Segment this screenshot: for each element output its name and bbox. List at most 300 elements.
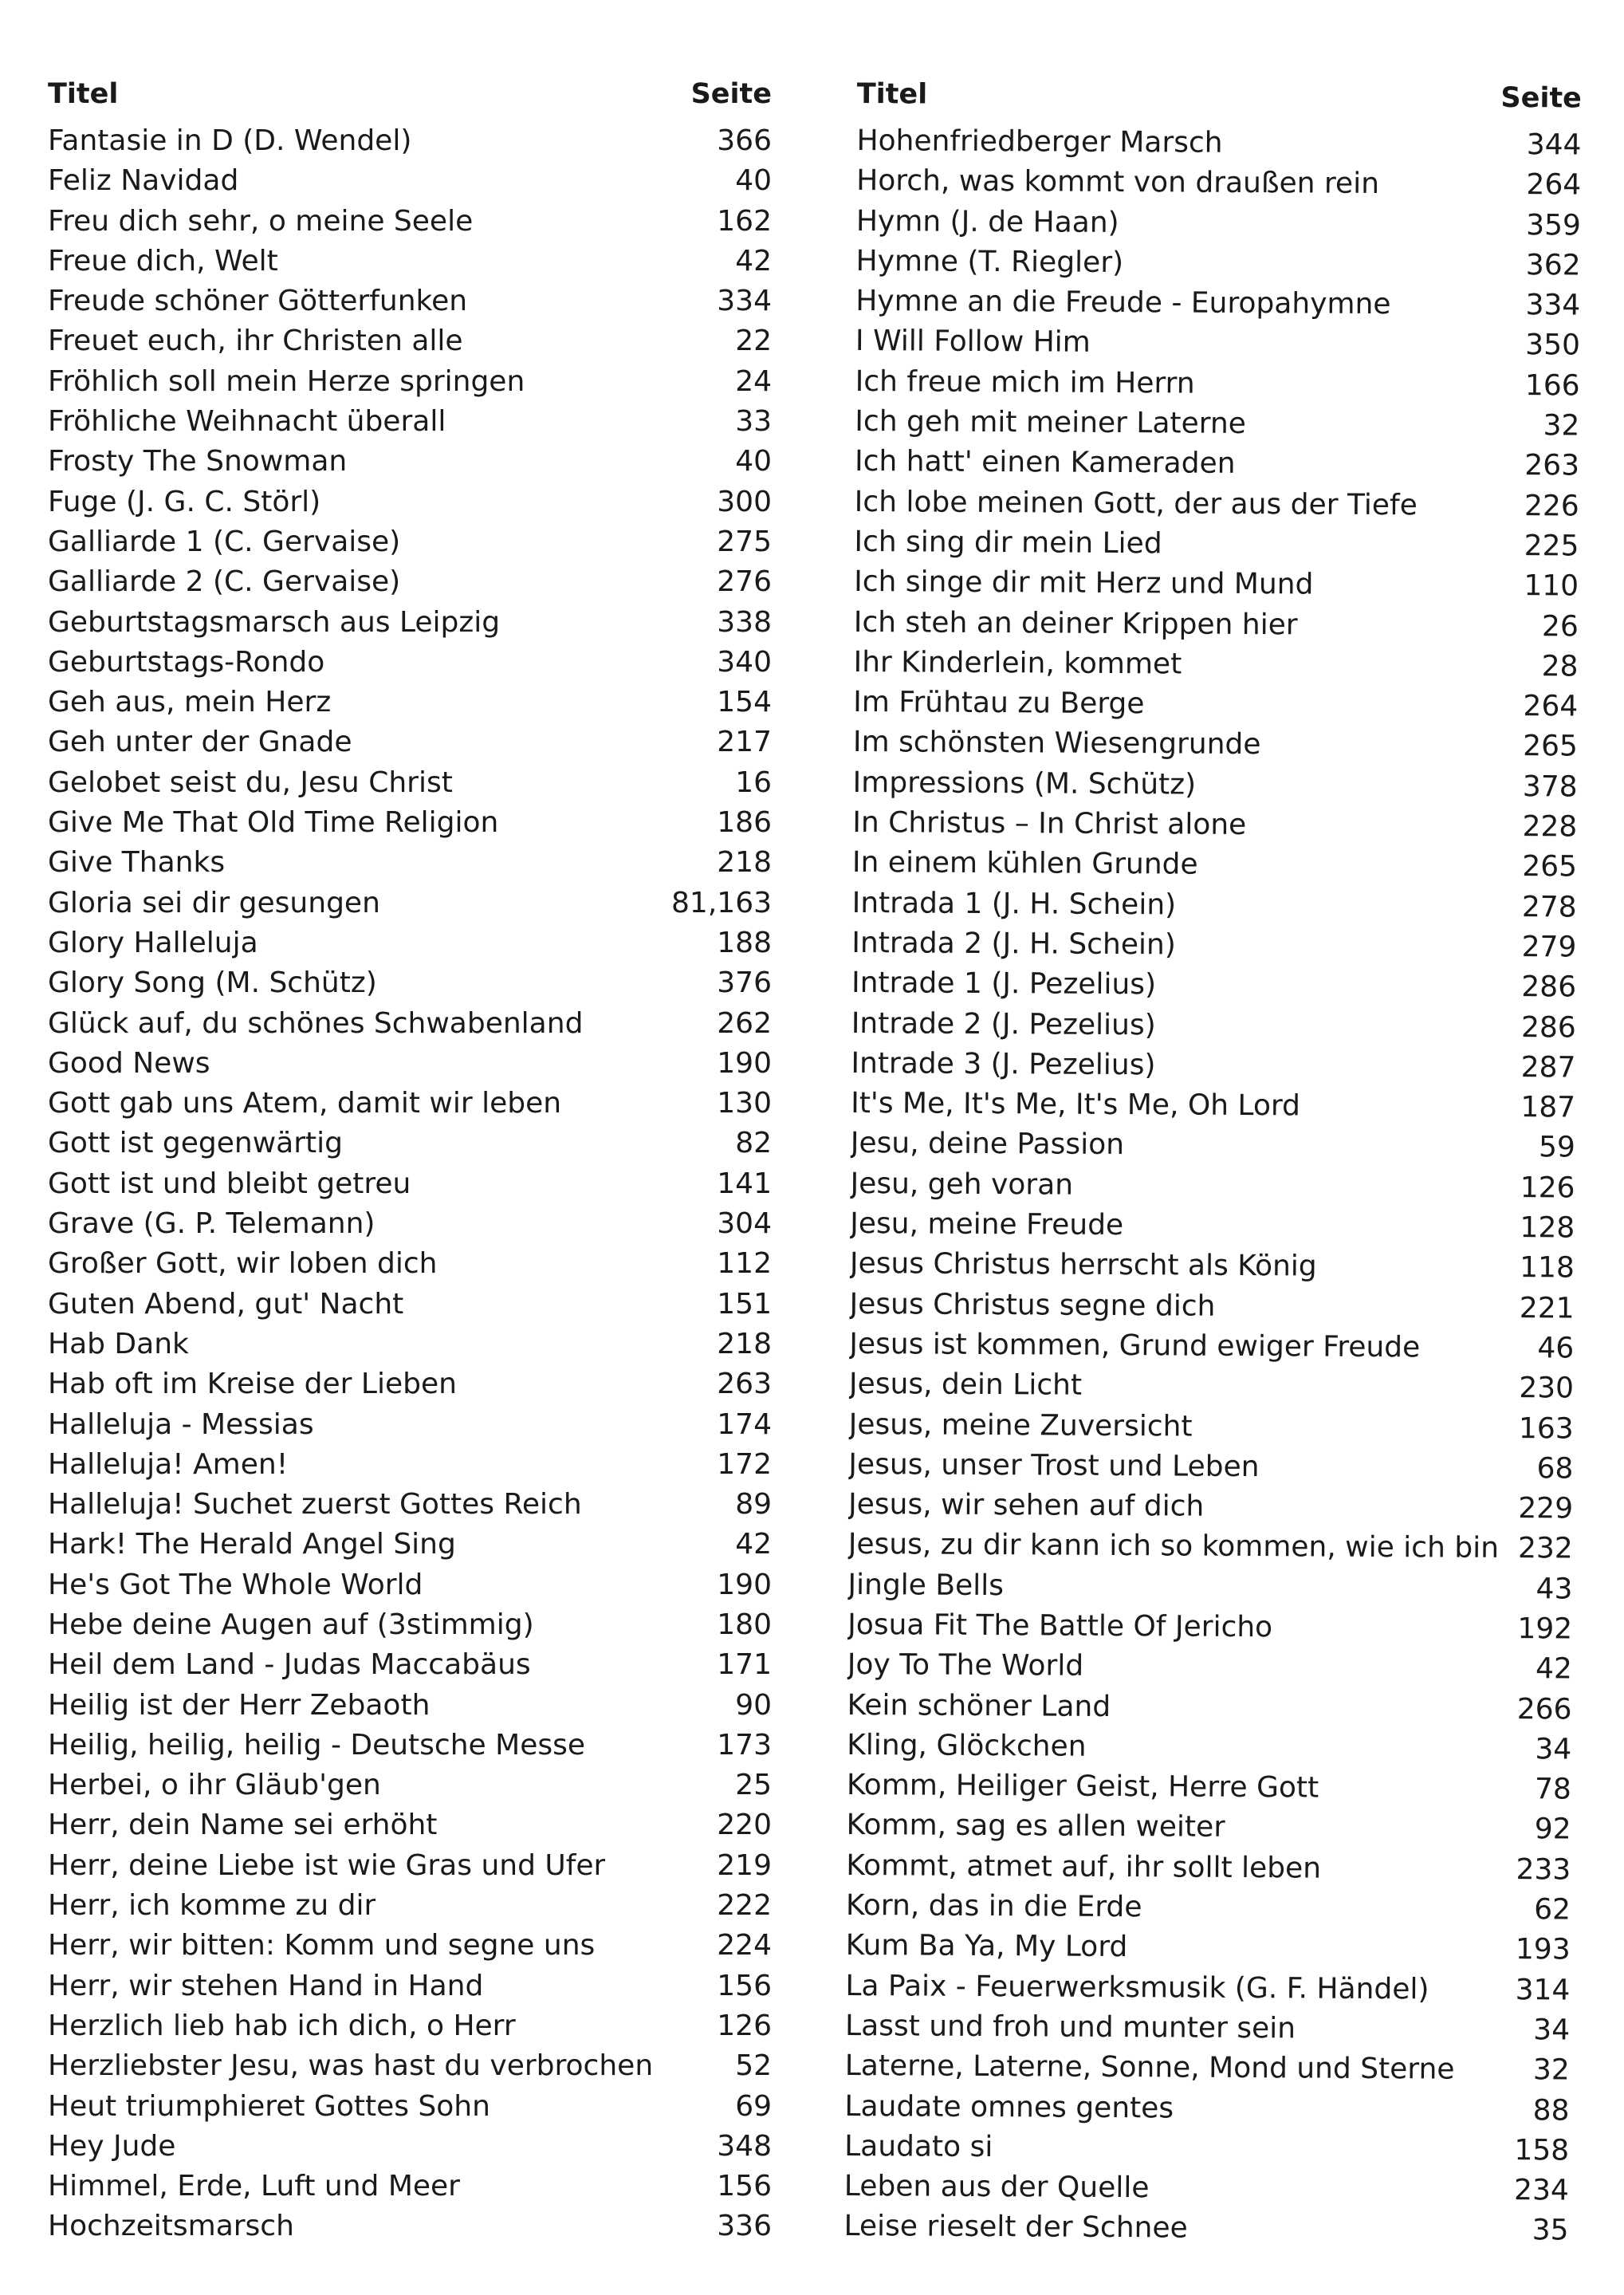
index-entry xyxy=(853,683,1578,727)
index-entry xyxy=(48,1766,772,1805)
entry-page-number: 162 xyxy=(717,204,772,238)
entry-page-number: 33 xyxy=(735,405,772,439)
entry-page-number: 344 xyxy=(1526,128,1582,162)
entry-title: Frosty The Snowman xyxy=(48,445,348,478)
index-entry xyxy=(48,1044,772,1084)
index-entry xyxy=(48,1445,772,1485)
entry-page-number: 340 xyxy=(717,645,772,679)
index-entry xyxy=(48,161,772,201)
index-entry xyxy=(851,1004,1576,1049)
entry-page-number: 42 xyxy=(1535,1652,1572,1686)
entry-title: Glory Halleluja xyxy=(48,926,258,959)
entry-page-number: 59 xyxy=(1538,1131,1575,1164)
index-entry xyxy=(48,2046,772,2086)
entry-title: Gott gab uns Atem, damit wir leben xyxy=(48,1087,562,1120)
entry-title: It's Me, It's Me, It's Me, Oh Lord xyxy=(851,1087,1301,1123)
entry-title: Herr, wir stehen Hand in Hand xyxy=(48,1969,484,2002)
entry-title: Geburtstags-Rondo xyxy=(48,645,325,679)
title-header: Titel xyxy=(856,78,928,111)
entry-title: Leben aus der Quelle xyxy=(843,2170,1150,2205)
entry-page-number: 186 xyxy=(717,806,772,840)
entry-title: Halleluja - Messias xyxy=(48,1407,314,1441)
title-header: Titel xyxy=(48,78,119,110)
index-entry xyxy=(48,1405,772,1445)
entry-title: Hymne (T. Riegler) xyxy=(855,244,1124,279)
entry-page-number: 110 xyxy=(1524,569,1579,603)
index-entry xyxy=(855,281,1580,326)
entry-title: Großer Gott, wir loben dich xyxy=(48,1247,438,1281)
entry-title: Horch, was kommt von draußen rein xyxy=(856,164,1380,201)
entry-page-number: 222 xyxy=(717,1889,772,1923)
entry-title: Glück auf, du schönes Schwabenland xyxy=(48,1006,584,1040)
entry-title: Ich hatt' einen Kameraden xyxy=(854,445,1236,481)
index-entry xyxy=(847,1605,1572,1650)
entry-page-number: 40 xyxy=(735,164,772,198)
entry-title: Hab Dank xyxy=(48,1327,189,1360)
index-entry xyxy=(848,1445,1573,1490)
entry-title: Herbei, o ihr Gläub'gen xyxy=(48,1769,381,1802)
entry-title: Feliz Navidad xyxy=(48,164,239,198)
entry-title: Geburtstagsmarsch aus Leipzig xyxy=(48,605,501,639)
entry-page-number: 217 xyxy=(717,726,772,759)
index-entry xyxy=(849,1325,1574,1369)
entry-title: Hark! The Herald Angel Sing xyxy=(48,1528,456,1561)
index-entry xyxy=(48,1645,772,1685)
entry-page-number: 151 xyxy=(717,1287,772,1321)
entry-page-number: 82 xyxy=(735,1127,772,1160)
entry-page-number: 359 xyxy=(1526,208,1582,242)
entry-page-number: 166 xyxy=(1524,368,1580,403)
entry-page-number: 336 xyxy=(717,2210,772,2243)
entry-title: Kommt, atmet auf, ihr sollt leben xyxy=(846,1848,1322,1885)
entry-title: Heilig, heilig, heilig - Deutsche Messe xyxy=(48,1728,585,1762)
index-entry xyxy=(48,522,772,562)
entry-title: I Will Follow Him xyxy=(855,325,1091,360)
index-entry xyxy=(846,1846,1571,1891)
entry-page-number: 304 xyxy=(717,1207,772,1241)
index-entry xyxy=(48,1325,772,1364)
entry-page-number: 276 xyxy=(717,565,772,599)
entry-title: Herzliebster Jesu, was hast du verbrochen xyxy=(48,2049,654,2083)
entry-page-number: 218 xyxy=(717,1327,772,1360)
entry-page-number: 265 xyxy=(1522,850,1578,884)
entry-title: Freu dich sehr, o meine Seele xyxy=(48,204,474,238)
index-entry xyxy=(851,923,1576,968)
entry-title: Komm, sag es allen weiter xyxy=(846,1809,1226,1844)
entry-title: Jesus, wir sehen auf dich xyxy=(847,1488,1205,1523)
index-entry xyxy=(48,121,772,161)
entry-title: Ich lobe meinen Gott, der aus der Tiefe xyxy=(854,485,1418,522)
entry-page-number: 43 xyxy=(1536,1572,1573,1606)
entry-title: Freude schöner Götterfunken xyxy=(48,285,468,318)
entry-page-number: 188 xyxy=(717,926,772,959)
entry-title: Hymn (J. de Haan) xyxy=(855,204,1119,239)
index-entry xyxy=(852,803,1577,848)
index-list xyxy=(48,121,772,2247)
index-entry xyxy=(852,884,1577,928)
entry-page-number: 112 xyxy=(717,1247,772,1281)
entry-page-number: 348 xyxy=(717,2129,772,2163)
index-entry xyxy=(843,2206,1568,2251)
entry-title: Herzlich lieb hab ich dich, o Herr xyxy=(48,2009,516,2042)
entry-page-number: 154 xyxy=(717,686,772,719)
entry-title: Freue dich, Welt xyxy=(48,244,278,278)
entry-title: Heut triumphieret Gottes Sohn xyxy=(48,2089,490,2123)
entry-title: He's Got The Whole World xyxy=(48,1568,423,1601)
entry-page-number: 362 xyxy=(1525,249,1581,282)
entry-title: Ihr Kinderlein, kommet xyxy=(853,645,1182,681)
entry-page-number: 224 xyxy=(717,1929,772,1962)
entry-title: Gott ist und bleibt getreu xyxy=(48,1167,411,1200)
entry-page-number: 286 xyxy=(1520,1010,1576,1045)
entry-page-number: 180 xyxy=(717,1608,772,1641)
entry-page-number: 218 xyxy=(717,846,772,880)
entry-title: Halleluja! Amen! xyxy=(48,1447,289,1481)
entry-page-number: 278 xyxy=(1521,890,1577,924)
entry-page-number: 262 xyxy=(717,1006,772,1040)
entry-title: Impressions (M. Schütz) xyxy=(852,766,1197,801)
entry-title: Josua Fit The Battle Of Jericho xyxy=(847,1608,1273,1644)
entry-title: Korn, das in die Erde xyxy=(845,1889,1142,1924)
entry-title: Jesus, unser Trost und Leben xyxy=(848,1447,1260,1483)
entry-title: Galliarde 1 (C. Gervaise) xyxy=(48,525,401,558)
index-entry xyxy=(48,482,772,522)
index-entry xyxy=(48,643,772,683)
entry-page-number: 264 xyxy=(1526,168,1582,202)
entry-page-number: 158 xyxy=(1514,2133,1570,2167)
entry-title: Give Me That Old Time Religion xyxy=(48,806,499,840)
entry-page-number: 128 xyxy=(1520,1211,1575,1245)
entry-page-number: 40 xyxy=(735,445,772,478)
index-entry xyxy=(48,763,772,803)
index-entry xyxy=(848,1485,1573,1529)
entry-title: Gelobet seist du, Jesu Christ xyxy=(48,766,453,799)
entry-page-number: 32 xyxy=(1543,409,1580,443)
entry-title: Herr, wir bitten: Komm und segne uns xyxy=(48,1929,596,1962)
entry-title: Hey Jude xyxy=(48,2129,176,2163)
entry-title: Intrade 2 (J. Pezelius) xyxy=(851,1006,1156,1041)
entry-title: Freuet euch, ihr Christen alle xyxy=(48,325,463,358)
index-entry xyxy=(48,884,772,923)
entry-title: Jesu, meine Freude xyxy=(850,1207,1124,1242)
index-entry xyxy=(849,1404,1574,1449)
index-entry xyxy=(850,1244,1575,1289)
index-entry xyxy=(851,1084,1575,1128)
entry-page-number: 34 xyxy=(1533,2014,1571,2047)
index-entry xyxy=(853,722,1578,767)
index-entry xyxy=(854,562,1579,607)
index-entry xyxy=(48,2167,772,2206)
entry-page-number: 265 xyxy=(1523,730,1579,763)
index-entry xyxy=(852,763,1577,808)
index-entry xyxy=(48,1966,772,2006)
entry-page-number: 81,163 xyxy=(671,886,772,919)
index-entry xyxy=(849,1285,1574,1329)
index-entry xyxy=(48,2127,772,2167)
index-entry xyxy=(48,843,772,883)
entry-page-number: 263 xyxy=(1524,449,1580,482)
entry-page-number: 42 xyxy=(735,1528,772,1561)
index-entry xyxy=(845,2046,1570,2091)
entry-title: Heil dem Land - Judas Maccabäus xyxy=(48,1648,531,1682)
index-entry xyxy=(48,722,772,762)
entry-page-number: 16 xyxy=(735,766,772,799)
index-entry xyxy=(855,242,1580,286)
entry-title: Leise rieselt der Schnee xyxy=(843,2210,1188,2246)
index-entry xyxy=(48,1686,772,1726)
entry-title: Jesus Christus herrscht als König xyxy=(849,1247,1317,1283)
entry-page-number: 228 xyxy=(1522,810,1578,844)
entry-title: Joy To The World xyxy=(847,1648,1084,1683)
entry-title: Laudato si xyxy=(844,2129,993,2163)
entry-title: Jesu, deine Passion xyxy=(850,1127,1125,1162)
index-entry xyxy=(48,1204,772,1244)
index-entry xyxy=(856,161,1581,206)
entry-title: Geh aus, mein Herz xyxy=(48,686,332,719)
entry-page-number: 26 xyxy=(1541,609,1579,644)
entry-page-number: 172 xyxy=(717,1447,772,1481)
entry-page-number: 376 xyxy=(717,966,772,1000)
entry-title: Laterne, Laterne, Sonne, Mond und Sterne xyxy=(844,2049,1455,2086)
entry-page-number: 92 xyxy=(1534,1813,1571,1846)
entry-page-number: 88 xyxy=(1532,2093,1570,2128)
index-entry xyxy=(48,1285,772,1325)
entry-page-number: 226 xyxy=(1524,489,1579,523)
entry-page-number: 338 xyxy=(717,605,772,639)
index-entry xyxy=(48,963,772,1003)
entry-title: Fantasie in D (D. Wendel) xyxy=(48,124,412,157)
entry-title: Fuge (J. G. C. Störl) xyxy=(48,485,321,518)
entry-page-number: 366 xyxy=(717,124,772,157)
entry-page-number: 24 xyxy=(735,364,772,398)
index-entry xyxy=(848,1525,1573,1569)
index-entry xyxy=(846,1805,1571,1850)
entry-page-number: 163 xyxy=(1518,1411,1574,1446)
column-header xyxy=(857,78,1582,126)
entry-title: La Paix - Feuerwerksmusik (G. F. Händel) xyxy=(845,1969,1429,2006)
entry-title: Jesus, zu dir kann ich so kommen, wie ich bin xyxy=(847,1528,1500,1565)
index-entry xyxy=(48,362,772,402)
entry-title: Im schönsten Wiesengrunde xyxy=(852,726,1261,762)
entry-page-number: 190 xyxy=(717,1046,772,1080)
entry-page-number: 69 xyxy=(735,2089,772,2123)
index-entry xyxy=(48,1805,772,1845)
index-entry xyxy=(48,281,772,321)
index-entry xyxy=(48,923,772,963)
index-entry xyxy=(847,1766,1571,1810)
entry-page-number: 130 xyxy=(717,1087,772,1120)
index-entry xyxy=(845,2006,1570,2051)
entry-page-number: 118 xyxy=(1520,1251,1575,1285)
entry-title: Ich singe dir mit Herz und Mund xyxy=(854,565,1314,601)
entry-title: Kling, Glöckchen xyxy=(847,1728,1087,1763)
entry-page-number: 219 xyxy=(717,1848,772,1882)
entry-page-number: 34 xyxy=(1535,1733,1572,1766)
entry-title: Geh unter der Gnade xyxy=(48,726,352,759)
index-entry xyxy=(48,803,772,843)
index-entry xyxy=(851,1044,1575,1088)
index-entry xyxy=(48,242,772,281)
entry-title: Jesu, geh voran xyxy=(850,1167,1074,1202)
entry-title: Jesus, meine Zuversicht xyxy=(848,1407,1193,1443)
entry-title: Komm, Heiliger Geist, Herre Gott xyxy=(846,1769,1319,1805)
index-entry xyxy=(48,402,772,442)
index-entry xyxy=(856,202,1581,246)
index-entry xyxy=(48,1605,772,1645)
entry-title: Give Thanks xyxy=(48,846,226,880)
index-entry xyxy=(849,1364,1574,1409)
entry-page-number: 234 xyxy=(1513,2174,1569,2207)
entry-page-number: 156 xyxy=(717,1969,772,2002)
index-entry xyxy=(853,643,1578,687)
index-entry xyxy=(844,2167,1569,2211)
entry-page-number: 350 xyxy=(1525,329,1581,363)
entry-title: Intrada 2 (J. H. Schein) xyxy=(851,926,1176,962)
entry-title: Hochzeitsmarsch xyxy=(48,2210,294,2243)
entry-page-number: 286 xyxy=(1521,970,1577,1004)
index-entry xyxy=(855,402,1579,447)
index-entry xyxy=(48,1726,772,1766)
entry-title: Ich steh an deiner Krippen hier xyxy=(853,605,1298,641)
entry-title: Jingle Bells xyxy=(847,1568,1005,1602)
entry-title: Hymne an die Freude - Europahymne xyxy=(855,285,1391,321)
entry-title: Laudate omnes gentes xyxy=(844,2089,1174,2125)
entry-title: Ich geh mit meiner Laterne xyxy=(855,405,1246,441)
index-entry xyxy=(48,1846,772,1886)
right-index-column xyxy=(843,78,1582,2251)
entry-page-number: 174 xyxy=(717,1407,772,1441)
entry-title: Fröhliche Weihnacht überall xyxy=(48,405,446,439)
entry-page-number: 193 xyxy=(1515,1933,1571,1966)
index-entry xyxy=(850,1164,1575,1209)
entry-page-number: 42 xyxy=(735,244,772,278)
entry-page-number: 229 xyxy=(1518,1492,1574,1525)
index-entry xyxy=(850,1204,1575,1249)
index-entry xyxy=(847,1645,1572,1690)
entry-page-number: 187 xyxy=(1520,1091,1576,1124)
index-list xyxy=(843,121,1581,2251)
entry-page-number: 46 xyxy=(1537,1332,1575,1365)
entry-page-number: 62 xyxy=(1534,1893,1571,1927)
entry-page-number: 68 xyxy=(1536,1452,1574,1486)
page-header: Seite xyxy=(690,78,772,110)
entry-page-number: 300 xyxy=(717,485,772,518)
index-entry xyxy=(48,1886,772,1926)
entry-title: Jesus Christus segne dich xyxy=(849,1287,1216,1323)
index-entry xyxy=(845,1966,1570,2011)
entry-page-number: 221 xyxy=(1519,1291,1575,1325)
entry-page-number: 263 xyxy=(717,1368,772,1401)
entry-title: Herr, dein Name sei erhöht xyxy=(48,1809,438,1842)
entry-title: Heilig ist der Herr Zebaoth xyxy=(48,1688,431,1722)
index-entry xyxy=(48,1364,772,1404)
entry-page-number: 192 xyxy=(1517,1612,1573,1646)
entry-page-number: 35 xyxy=(1532,2214,1569,2247)
index-entry xyxy=(847,1565,1572,1610)
index-entry xyxy=(846,1886,1571,1931)
index-entry xyxy=(48,603,772,643)
index-entry xyxy=(856,121,1581,166)
index-entry xyxy=(48,1084,772,1124)
entry-title: Hohenfriedberger Marsch xyxy=(856,124,1223,159)
entry-title: Ich sing dir mein Lied xyxy=(854,525,1162,561)
entry-title: In Christus – In Christ alone xyxy=(852,806,1247,842)
entry-title: Gott ist gegenwärtig xyxy=(48,1127,344,1160)
entry-page-number: 266 xyxy=(1516,1692,1572,1726)
entry-title: Guten Abend, gut' Nacht xyxy=(48,1287,404,1321)
index-entry xyxy=(48,202,772,242)
index-entry xyxy=(851,1124,1575,1168)
index-entry xyxy=(48,2006,772,2046)
entry-page-number: 32 xyxy=(1532,2053,1570,2087)
entry-page-number: 230 xyxy=(1519,1372,1575,1405)
entry-title: Jesus ist kommen, Grund ewiger Freude xyxy=(849,1327,1421,1364)
index-entry xyxy=(844,2127,1569,2171)
entry-title: Herr, deine Liebe ist wie Gras und Ufer xyxy=(48,1848,606,1882)
entry-title: Ich freue mich im Herrn xyxy=(855,364,1195,400)
entry-title: Intrada 1 (J. H. Schein) xyxy=(851,886,1177,922)
entry-page-number: 334 xyxy=(1525,289,1581,322)
index-entry xyxy=(48,683,772,722)
entry-page-number: 171 xyxy=(717,1648,772,1682)
index-entry xyxy=(48,1525,772,1565)
entry-title: Lasst und froh und munter sein xyxy=(844,2009,1296,2045)
entry-page-number: 22 xyxy=(735,325,772,358)
entry-title: Galliarde 2 (C. Gervaise) xyxy=(48,565,401,599)
entry-title: Im Frühtau zu Berge xyxy=(853,686,1145,721)
index-entry xyxy=(851,963,1576,1008)
entry-page-number: 279 xyxy=(1521,931,1577,964)
entry-page-number: 378 xyxy=(1522,770,1578,804)
entry-title: Hebe deine Augen auf (3stimmig) xyxy=(48,1608,534,1641)
index-entry xyxy=(855,362,1580,407)
entry-title: In einem kühlen Grunde xyxy=(851,846,1198,881)
index-entry xyxy=(847,1726,1571,1770)
index-entry xyxy=(48,1004,772,1044)
entry-title: Gloria sei dir gesungen xyxy=(48,886,380,919)
index-entry xyxy=(48,1244,772,1284)
entry-title: Jesus, dein Licht xyxy=(848,1368,1083,1402)
index-entry xyxy=(48,1164,772,1204)
entry-page-number: 156 xyxy=(717,2170,772,2203)
entry-title: Herr, ich komme zu dir xyxy=(48,1889,376,1923)
page-header: Seite xyxy=(1500,81,1582,115)
index-entry xyxy=(846,1926,1571,1970)
entry-page-number: 173 xyxy=(717,1728,772,1762)
entry-title: Himmel, Erde, Luft und Meer xyxy=(48,2170,460,2203)
entry-title: Kum Ba Ya, My Lord xyxy=(845,1929,1128,1964)
entry-title: Fröhlich soll mein Herze springen xyxy=(48,364,525,398)
index-entry xyxy=(48,1926,772,1966)
entry-page-number: 233 xyxy=(1516,1852,1571,1887)
entry-title: Halleluja! Suchet zuerst Gottes Reich xyxy=(48,1488,582,1521)
entry-page-number: 287 xyxy=(1520,1050,1576,1085)
entry-title: Hab oft im Kreise der Lieben xyxy=(48,1368,457,1401)
entry-page-number: 126 xyxy=(717,2009,772,2042)
entry-page-number: 264 xyxy=(1523,690,1579,723)
index-entry xyxy=(854,522,1579,567)
index-entry xyxy=(48,2206,772,2246)
index-entry xyxy=(48,1124,772,1163)
left-index-column xyxy=(48,78,772,2247)
entry-page-number: 25 xyxy=(735,1769,772,1802)
entry-title: Grave (G. P. Telemann) xyxy=(48,1207,376,1241)
index-entry xyxy=(855,321,1580,366)
entry-page-number: 90 xyxy=(735,1688,772,1722)
index-entry xyxy=(847,1686,1571,1730)
entry-title: Good News xyxy=(48,1046,210,1080)
index-entry xyxy=(852,843,1577,888)
